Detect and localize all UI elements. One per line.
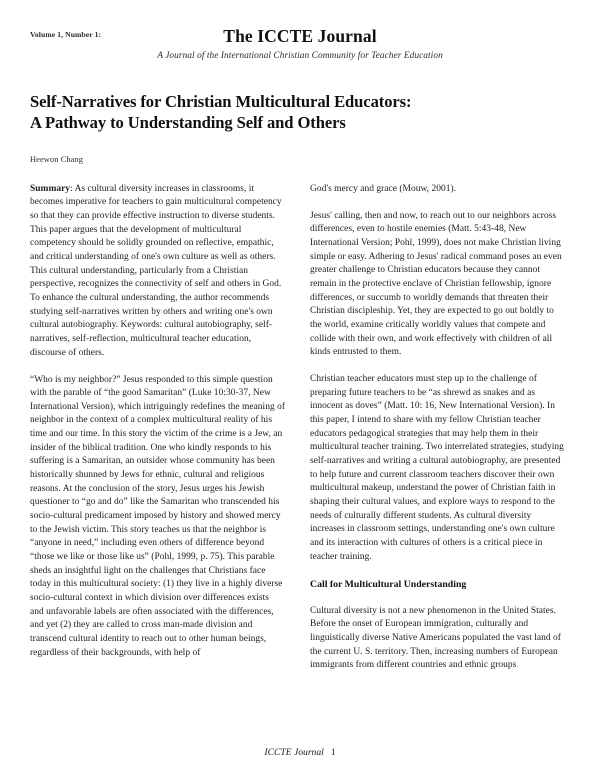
footer-journal-name: ICCTE Journal — [264, 747, 324, 758]
body-columns — [30, 183, 570, 673]
volume-number-line: Volume 1, Number 1: — [30, 30, 102, 39]
page-footer — [0, 747, 600, 758]
right-column — [310, 183, 565, 673]
right-paragraph-3: Christian teacher educators must step up to the challenge of preparing future teachers to be “as shrewd as snakes and as innocent as doves” (Matt. 10: 16, New International Version). In this paper, I intend to share with my fellow Christian teacher educators pedagogical strategies that may help them in their multicultural teacher training. Two interrelated strategies, studying self-narratives and writing a cultural autobiography, are presented to help future and current classroom teachers discover their own multicultural makeup, understand the power of Christian faith in shaping their cultural values, and explore ways to respond to the needs of culturally different students. As cultural diversity increases in classroom settings, understanding one's own culture and its interaction with cultures of others is a critical piece in teacher training. — [310, 374, 564, 562]
right-paragraph-4: Cultural diversity is not a new phenomenon in the United States. Before the onset of European immigration, culturally and linguistically diverse Native Americans populated the vast land of the current U. S. territory. Then, increasing numbers of European immigrants from different countries and ethnic groups — [310, 605, 561, 671]
summary-paragraph — [30, 183, 285, 361]
footer-page-number: 1 — [330, 747, 336, 758]
summary-label: Summary — [30, 183, 71, 194]
left-column — [30, 183, 285, 673]
right-paragraph-1: God's mercy and grace (Mouw, 2001). — [310, 183, 457, 194]
article-title: Self-Narratives for Christian Multicultural Educators: A Pathway to Understanding Self and Others — [30, 92, 412, 133]
masthead — [30, 26, 570, 72]
summary-body: : As cultural diversity increases in classrooms, it becomes imperative for teachers to gain multicultural competency so that they can provide effective instruction to diverse students. This paper argues that the development of multicultural competency should be solidly grounded on reflective, empathic, and critical understanding of one's own culture as well as others. This cultural understanding, particularly from a Christian perspective, recognizes the connectivity of self and others in God. To enhance the cultural understanding, the author recommends studying self-narratives written by others and writing one's own cultural autobiography. Keywords: cultural autobiography, self-narratives, self-reflection, multicultural teacher education, discourse of others. — [30, 183, 282, 358]
journal-title: The ICCTE Journal — [223, 26, 377, 46]
right-paragraph-2: Jesus' calling, then and now, to reach out to our neighbors across differences, even to hostile enemies (Matt. 5:43-48, New International Version; Pohl, 1999), does not make Christian living simple or easy. Adhering to Jesus' radical command poses an even greater challenge to Christian educators because they cannot remain in the protective enclave of Christian fellowship, ignore differences, or succumb to worldly demands that threaten their Christian discipleship. Yet, they are expected to go out boldly to the world, examine critically worldly values that compete and collide with their own, and work effectively with children of all kinds entrusted to them. — [310, 210, 562, 358]
left-paragraph-2: “Who is my neighbor?” Jesus responded to this simple question with the parable of “the good Samaritan” (Luke 10:30-37, New International Version), which intriguingly redefines the meaning of neighbor in the context of a complex multicultural reality of his time and our time. In this story the victim of the crime is a Jew, an insider of the biblical tradition. One who kindly responds to his suffering is a Samaritan, an outsider whose community has been historically shunned by Jews for ethnic, cultural and religious reasons. At the conclusion of the story, Jesus urges his Jewish questioner to “go and do” like the Samaritan who transcended his socio-cultural predicament imposed by history and showed mercy to the Jewish victim. This story teaches us that the neighbor is “anyone in need,” including even others of difference beyond “those we like or those like us” (Pohl, 1999, p. 75). This parable sheds an insightful light on the challenges that Christians face today in this multicultural society: (1) they live in a highly diverse socio-cultural context in which division over differences exists and unfavorable labels are often associated with the differences, and yet (2) they are called to cross man-made division and transcend cultural identity to reach out to other human beings, regardless of their backgrounds, with help of — [30, 374, 286, 658]
article-author-byline: Heewon Chang — [30, 154, 84, 164]
journal-subtitle: A Journal of the International Christian Community for Teacher Education — [157, 51, 443, 62]
section-heading-call-for-multicultural-understanding: Call for Multicultural Understanding — [310, 578, 467, 590]
